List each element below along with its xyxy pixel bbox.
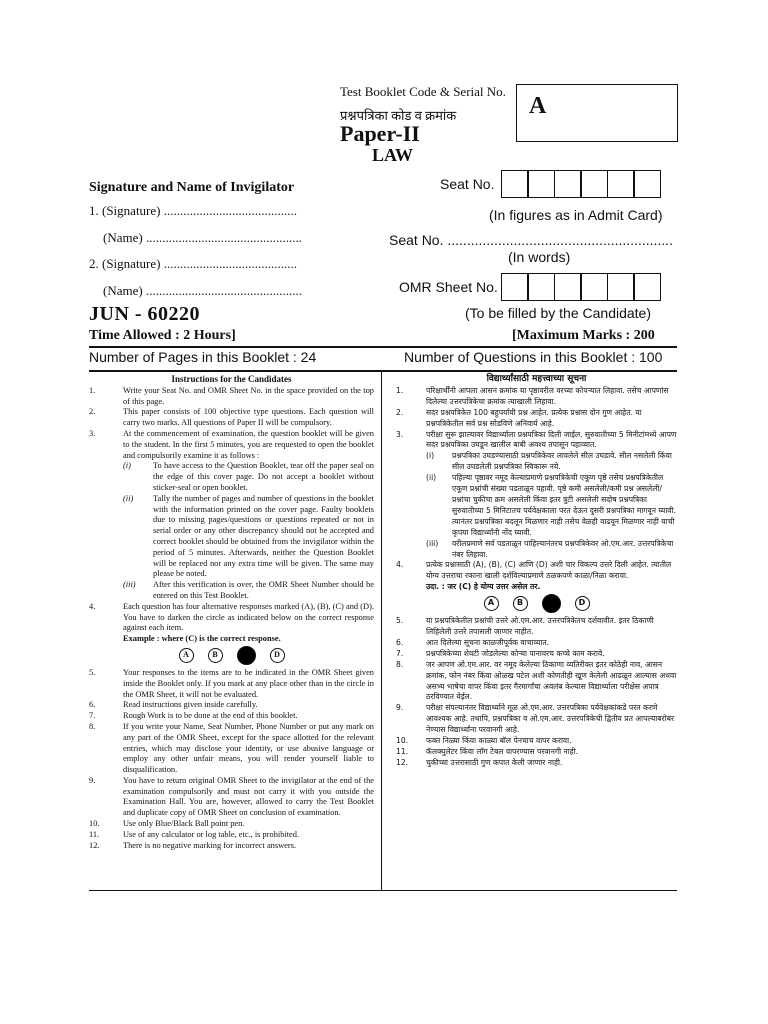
seat-number-cell[interactable] [580, 170, 608, 198]
marathi-instructions-title: विद्यार्थ्यांसाठी महत्त्वाच्या सूचना [486, 374, 587, 384]
divider [89, 890, 677, 891]
list-item: 1. परिक्षार्थींनी आपला आसन क्रमांक या पृष्ठावरील वरच्या कोपऱ्यात लिहावा. तसेच आपणांस दिलेल्या उत्तरपत्रिकेचा क्रमांक त्याखाली लिहावा. [396, 385, 669, 406]
seat-number-cell[interactable] [607, 170, 635, 198]
sub-item: (i) प्रश्नपत्रिका उघडण्यासाठी प्रश्नपत्रिकेवर लावलेले सील उघडावे. सील नसलेली किंवा सील उघडलेली प्रश्नपत्रिका स्विकारू नये. [426, 451, 672, 472]
invigilator-name-1: (Name) ................................................ [103, 230, 302, 245]
list-item: 11. Use of any calculator or log table, etc., is prohibited. [89, 829, 300, 839]
maximum-marks: [Maximum Marks : 200 [512, 328, 655, 343]
sub-item: (iii) वरीलप्रमाणे सर्व पडताळून पाहिल्यानंतरच प्रश्नपत्रिकेवर ओ.एम.आर. उत्तरपत्रिकेचा नंबर लिहावा. [426, 538, 674, 559]
answer-example-bubbles [89, 648, 374, 665]
seat-number-cell[interactable] [527, 170, 555, 198]
marathi-instructions [396, 374, 677, 769]
list-item: 4. Each question has four alternative responses marked (A), (B), (C) and (D). You have to darken the circle as indicated below on the correct response against each item. [89, 601, 374, 633]
list-item: 9. You have to return original OMR Sheet to the invigilator at the end of the examination compulsorily and must not carry it with you outside the Examination Hall. You are, however, allowed to carry the Test Booklet and duplicate copy of OMR Sheet on conclusion of examination. [89, 775, 374, 818]
list-item: 7. Rough Work is to be done at the end of this booklet. [89, 711, 298, 721]
list-item: 5. Your responses to the items are to be indicated in the OMR Sheet given inside the Booklet only. If you mark at any place other than in the circle in the OMR Sheet, it will not be evaluated. [89, 667, 374, 699]
omr-sheet-grid[interactable] [502, 273, 661, 301]
list-item: 3. At the commencement of examination, the question booklet will be given to the student. In the first 5 minutes, you are requested to open the booklet and compulsorily examine it as follows : [89, 428, 374, 460]
list-item: 4. प्रत्येक प्रश्नासाठी (A), (B), (C) आणि (D) अशी चार विकल्प उत्तरे दिली आहेत. त्यातील योग्य उत्तराचा रकाना खाली दर्शविल्याप्रमाणे ठळकपणे काळा/निळा करावा. [396, 560, 672, 581]
list-item: उदा. : जर (C) हे योग्य उत्तर असेल तर. [426, 582, 541, 592]
omr-sheet-cell[interactable] [554, 273, 582, 301]
omr-sheet-cell[interactable] [527, 273, 555, 301]
english-instructions-title: Instructions for the Candidates [171, 374, 292, 384]
option-bubble: B [513, 596, 528, 611]
option-bubble-filled: C [542, 594, 561, 613]
booklet-code-box [516, 84, 678, 142]
list-item: Example : where (C) is the correct response. [123, 634, 281, 644]
list-item: 8. If you write your Name, Seat Number, Phone Number or put any mark on any part of the OMR Sheet, except for the space allotted for the relevant entries, which may disclose your identity, or use abusive language or employ any other unfair means, you will render yourself liable to disqualification. [89, 721, 374, 775]
list-item: 12. चुकीच्या उत्तरासाठी गुण कपात केली जाणार नाही. [396, 757, 563, 767]
seat-number-cell[interactable] [554, 170, 582, 198]
omr-sheet-cell[interactable] [501, 273, 529, 301]
option-bubble: A [179, 648, 194, 663]
option-bubble: B [208, 648, 223, 663]
list-item: 7. प्रश्नपत्रिकेच्या शेवटी जोडलेल्या कोऱ्या पानावरच कच्चे काम करावे. [396, 648, 605, 658]
list-item: 6. आत दिलेल्या सूचना काळजीपूर्वक वाचाव्यात. [396, 637, 550, 647]
time-allowed: Time Allowed : 2 Hours] [89, 328, 236, 343]
sub-item: (i) To have access to the Question Booklet, tear off the paper seal on the edge of this cover page. Do not accept a booklet without sticker-seal or open booklet. [123, 461, 374, 492]
seat-number-label: Seat No. [440, 176, 495, 192]
booklet-code-label-mr: प्रश्नपत्रिका कोड व क्रमांक [340, 108, 457, 123]
invigilator-signature-2: 2. (Signature) ......................................... [89, 256, 297, 271]
sub-item: (ii) पहिल्या पृष्ठावर नमूद केल्याप्रमाणे प्रश्नपत्रिकेची एकूण पृष्ठे तसेच प्रश्नपत्रिकेतील एकूण प्रश्नांची संख्या पडताळून पहावी. पृष्ठे कमी असलेली/कमी प्रश्न असलेली/प्रश्नांचा चुकीचा क्रम असलेली किंवा इतर त्रुटी असलेली सदोष प्रश्नपत्रिका सुरुवातीच्या 5 मिनिटातच पर्यवेक्षकाला परत देऊन दुसरी प्रश्नपत्रिका मागवून घ्यावी. त्यानंतर प्रश्नपत्रिका बदलून मिळणार नाही तसेच वेळही वाढवून मिळणार नाही याची कृपया विद्यार्थ्यांनी नोंद घ्यावी. [426, 473, 676, 537]
omr-sheet-cell[interactable] [633, 273, 661, 301]
omr-filled-note: (To be filled by the Candidate) [465, 305, 651, 321]
list-item: 6. Read instructions given inside carefully. [89, 700, 258, 710]
sub-item: (iii) After this verification is over, the OMR Sheet Number should be entered on this Test Booklet. [123, 580, 374, 600]
list-item: 2. सदर प्रश्नपत्रिकेत 100 बहुपर्यायी प्रश्न आहेत. प्रत्येक प्रश्नास दोन गुण आहेत. या प्रश्नपत्रिकेतील सर्व प्रश्न सोडविणे अनिवार्य आहे. [396, 407, 642, 428]
seat-words-note: (In words) [508, 249, 571, 265]
list-item: 5. या प्रश्नपत्रिकेतील प्रश्नांची उत्तरे ओ.एम.आर. उत्तरपत्रिकेतच दर्शवावीत. इतर ठिकाणी लिहिलेली उत्तरे तपासली जाणार नाहीत. [396, 616, 654, 637]
omr-sheet-cell[interactable] [580, 273, 608, 301]
list-item: 11. कॅलक्युलेटर किंवा लॉग टेबल वापरण्यास परवानगी नाही. [396, 747, 579, 756]
list-item: 10. फक्त निळ्या किंवा काळ्या बॉल पेनचाच वापर करावा. [396, 736, 572, 746]
page-count: Number of Pages in this Booklet : 24 [89, 349, 317, 365]
sub-item: (ii) Tally the number of pages and number of questions in the booklet with the information printed on the cover page. Faulty booklets due to missing pages/questions or questions repeated or not in serial order or any other discrepancy should not be accepted and correct booklet should be obtained from the invigilator within the period of 5 minutes. Afterwards, neither the Question Booklet will be replaced nor any extra time will be given. The same may please be noted. [123, 493, 374, 579]
list-item: 12. There is no negative marking for incorrect answers. [89, 840, 297, 850]
column-divider [381, 372, 382, 890]
list-item: 1. Write your Seat No. and OMR Sheet No. in the space provided on the top of this page. [89, 385, 374, 406]
english-instructions [89, 374, 374, 851]
divider [89, 370, 677, 372]
seat-number-cell[interactable] [633, 170, 661, 198]
divider [89, 346, 677, 348]
list-item: 9. परीक्षा संपल्यानंतर विद्यार्थ्याने मूळ ओ.एम.आर. उत्तरपत्रिका पर्यवेक्षकांकडे परत करणे आवश्यक आहे. तथापि, प्रश्नपत्रिका व ओ.एम.आर. उत्तरपत्रिकेची द्वितीय प्रत आपल्याबरोबर नेण्यास विद्यार्थ्यांना परवानगी आहे. [396, 703, 675, 735]
subject-title: LAW [372, 145, 414, 165]
option-bubble: D [575, 596, 590, 611]
option-bubble-filled: C [237, 646, 256, 665]
omr-sheet-label: OMR Sheet No. [399, 279, 498, 295]
invigilator-signature-1: 1. (Signature) ......................................... [89, 203, 297, 218]
list-item: 3. परीक्षा सुरू झाल्यावर विद्यार्थ्याला प्रश्नपत्रिका दिली जाईल. सुरुवातीच्या 5 मिनीटांमध्ये आपण सदर प्रश्नपत्रिका उघडून खालील बाबी अवश्य तपासून पहाव्यात. [396, 429, 677, 450]
seat-figures-note: (In figures as in Admit Card) [489, 207, 663, 223]
invigilator-name-2: (Name) ................................................ [103, 283, 302, 298]
paper-title: Paper-II [340, 121, 420, 146]
question-count: Number of Questions in this Booklet : 100 [404, 349, 663, 365]
answer-example-bubbles [396, 596, 677, 613]
seat-number-words: Seat No. .......................................................... [389, 232, 673, 248]
omr-sheet-cell[interactable] [607, 273, 635, 301]
list-item: 2. This paper consists of 100 objective type questions. Each question will carry two marks. All questions of Paper II will be compulsory. [89, 407, 374, 428]
option-bubble: D [270, 648, 285, 663]
option-bubble: A [484, 596, 499, 611]
seat-number-cell[interactable] [501, 170, 529, 198]
booklet-code-value: A [529, 93, 547, 119]
seat-number-grid[interactable] [502, 170, 661, 198]
invigilator-title: Signature and Name of Invigilator [89, 180, 295, 195]
booklet-code-label-en: Test Booklet Code & Serial No. [340, 84, 506, 99]
exam-code: JUN - 60220 [89, 303, 201, 325]
list-item: 10. Use only Blue/Black Ball point pen. [89, 819, 245, 829]
list-item: 8. जर आपण ओ.एम.आर. वर नमूद केलेल्या ठिकाणा व्यतिरीक्त इतर कोठेही नाव, आसन क्रमांक, फोन नंबर किंवा ओळख पटेल अशी कोणतीही खूण केलेली आढळून आल्यास अथवा असभ्य भाषेचा वापर किंवा इतर गैरमार्गांचा अवलंब केल्यास विद्यार्थ्याला परीक्षेस अपात्र ठरविण्यात येईल. [396, 659, 677, 702]
